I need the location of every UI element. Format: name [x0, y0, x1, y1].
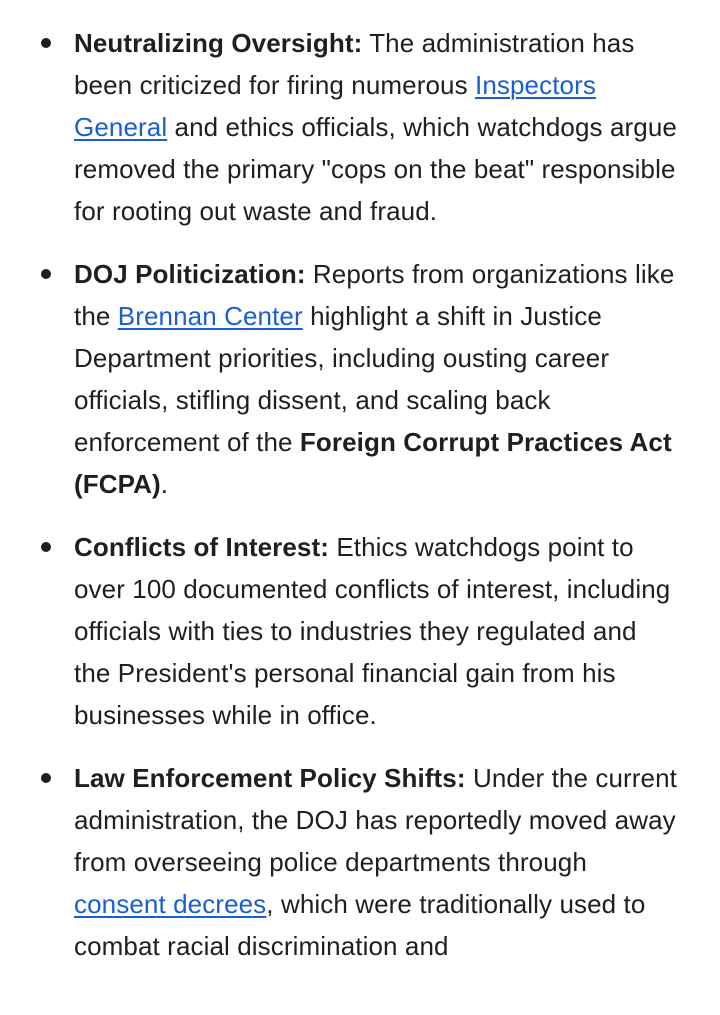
- item-text: Reports from organizations like the: [74, 259, 675, 331]
- item-text: highlight a shift in Justice Department priorities, including ousting career officials, stifling dissent, and scaling back enforcement of the: [74, 301, 610, 457]
- list-item-law-enforcement-policy-shifts: [0, 757, 680, 967]
- item-text: Under the current administration, the DOJ has reportedly moved away from overseeing police departments through: [74, 763, 677, 877]
- inspectors-general-link[interactable]: Inspectors General: [74, 70, 596, 142]
- bullet-dot-icon: [41, 269, 51, 279]
- item-heading: DOJ Politicization:: [74, 259, 306, 289]
- fcpa-bold-text: Foreign Corrupt Practices Act (FCPA): [74, 427, 672, 499]
- item-text: The administration has been criticized for firing numerous: [74, 28, 635, 100]
- list-item-neutralizing-oversight: [0, 22, 680, 232]
- item-heading: Law Enforcement Policy Shifts:: [74, 763, 466, 793]
- list-item-conflicts-of-interest: [0, 526, 680, 736]
- item-text: .: [160, 469, 169, 499]
- bullet-dot-icon: [41, 38, 51, 48]
- bullet-dot-icon: [41, 542, 51, 552]
- item-text: and ethics officials, which watchdogs argue removed the primary "cops on the beat" responsible for rooting out waste and fraud.: [74, 112, 677, 226]
- brennan-center-link[interactable]: Brennan Center: [117, 301, 303, 331]
- item-text: Ethics watchdogs point to over 100 documented conflicts of interest, including officials with ties to industries they regulated and the President's personal financial gain from his businesses while in office.: [74, 532, 671, 730]
- bullet-dot-icon: [41, 773, 51, 783]
- item-heading: Neutralizing Oversight:: [74, 28, 363, 58]
- item-text: , which were traditionally used to combat racial discrimination and: [74, 889, 646, 961]
- list-item-doj-politicization: [0, 253, 680, 505]
- consent-decrees-link[interactable]: consent decrees: [74, 889, 267, 919]
- item-heading: Conflicts of Interest:: [74, 532, 329, 562]
